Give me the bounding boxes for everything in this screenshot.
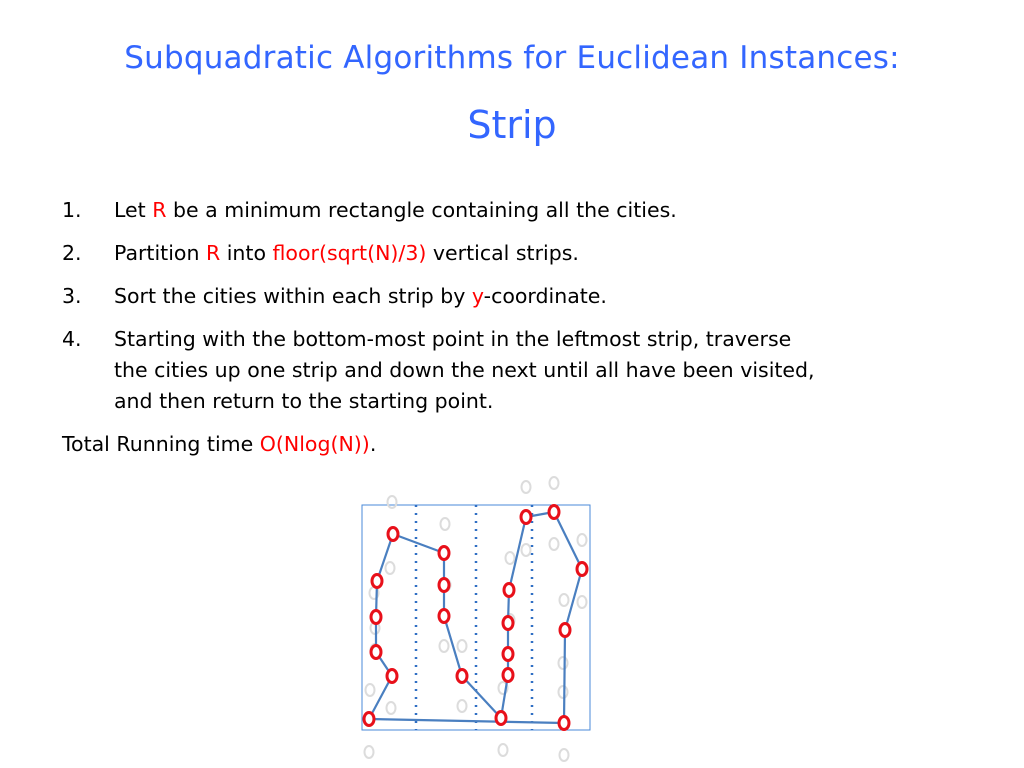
ghost-city-dot — [560, 594, 569, 606]
highlight-complexity: O(Nlog(N)) — [259, 432, 370, 456]
city-dot — [503, 648, 513, 661]
ghost-city-dot — [386, 562, 395, 574]
city-dot — [504, 584, 514, 597]
ghost-city-dot — [366, 684, 375, 696]
ghost-city-dot — [578, 534, 587, 546]
city-dot — [549, 506, 559, 519]
ghost-city-dot — [387, 702, 396, 714]
city-dot — [364, 713, 374, 726]
city-dot — [439, 579, 449, 592]
ghost-city-dot — [499, 744, 508, 756]
city-dot — [559, 717, 569, 730]
step-number: 3. — [62, 284, 82, 308]
city-dot — [372, 575, 382, 588]
highlight-formula: floor(sqrt(N)/3) — [272, 241, 427, 265]
highlight-y: y — [471, 284, 484, 308]
ghost-city-dot — [559, 686, 568, 698]
step-number: 1. — [62, 198, 82, 222]
slide-subtitle: Strip — [467, 103, 557, 147]
highlight-R: R — [152, 198, 167, 222]
ghost-city-dot — [550, 538, 559, 550]
ghost-city-dot — [522, 481, 531, 493]
step-number: 4. — [62, 327, 82, 351]
city-dot — [439, 547, 449, 560]
ghost-city-dot — [458, 640, 467, 652]
ghost-city-dot — [559, 657, 568, 669]
ghost-city-dot — [458, 700, 467, 712]
city-dot — [577, 563, 587, 576]
city-dot — [521, 511, 531, 524]
ghost-city-dot — [522, 544, 531, 556]
city-dot — [503, 669, 513, 682]
step-text: Sort the cities within each strip by y-coordinate. — [114, 284, 607, 308]
ghost-city-dot — [365, 746, 374, 758]
city-dot — [496, 712, 506, 725]
ghost-city-dot — [560, 749, 569, 761]
city-dot — [387, 670, 397, 683]
ghost-city-dot — [441, 518, 450, 530]
step-line: Starting with the bottom-most point in the leftmost strip, traverse — [114, 327, 792, 351]
city-dot — [439, 610, 449, 623]
slide-title: Subquadratic Algorithms for Euclidean Instances: — [124, 40, 900, 76]
ghost-city-dot — [388, 496, 397, 508]
city-dot — [503, 617, 513, 630]
city-dot — [560, 624, 570, 637]
ghost-city-dot — [440, 640, 449, 652]
step-number: 2. — [62, 241, 82, 265]
city-dot — [371, 646, 381, 659]
step-text: Let R be a minimum rectangle containing all the cities. — [114, 198, 677, 222]
city-dot — [457, 670, 467, 683]
ghost-city-dot — [550, 477, 559, 489]
step-text: Partition R into floor(sqrt(N)/3) vertical strips. — [114, 241, 579, 265]
step-line: the cities up one strip and down the next until all have been visited, — [114, 358, 815, 382]
step-line: and then return to the starting point. — [114, 389, 494, 413]
ghost-city-dot — [506, 552, 515, 564]
city-dot — [371, 611, 381, 624]
highlight-R: R — [205, 241, 221, 265]
city-dot — [388, 528, 398, 541]
ghost-city-dot — [578, 596, 587, 608]
